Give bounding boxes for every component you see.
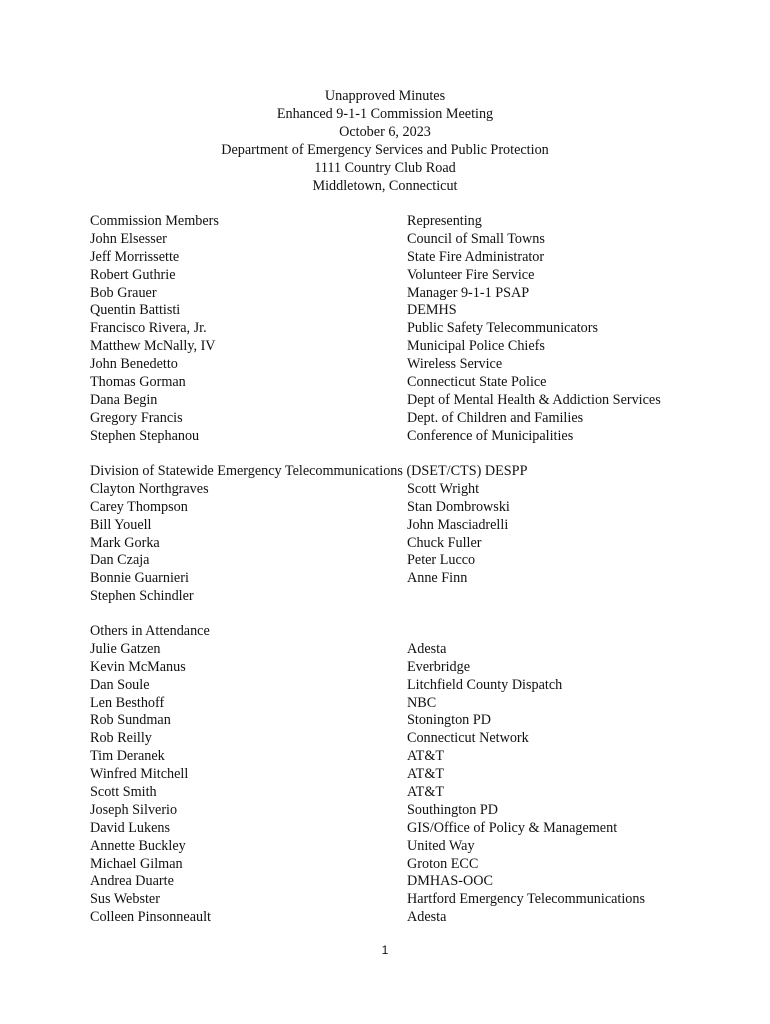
list-item (90, 302, 730, 320)
staff-name: Bill Youell (90, 516, 152, 533)
list-item (90, 891, 730, 909)
member-representing: Dept. of Children and Families (407, 409, 584, 426)
list-item (90, 320, 730, 338)
member-name: Stephen Stephanou (90, 427, 200, 444)
attendee-name: Dan Soule (90, 676, 150, 693)
member-name: Thomas Gorman (90, 374, 186, 391)
attendee-name: Winfred Mitchell (90, 766, 189, 783)
staff-name: Stan Dombrowski (407, 498, 510, 515)
member-name: Francisco Rivera, Jr. (90, 320, 207, 337)
attendee-name: Rob Sundman (90, 712, 171, 729)
section-heading-row (90, 213, 730, 231)
attendee-name: Rob Reilly (90, 730, 152, 747)
member-name: Robert Guthrie (90, 266, 176, 283)
list-item (90, 552, 730, 570)
list-item (90, 410, 730, 428)
attendee-name: Joseph Silverio (90, 801, 178, 818)
attendee-name: Julie Gatzen (90, 640, 161, 657)
member-name: Bob Grauer (90, 284, 157, 301)
attendee-organization: AT&T (407, 784, 445, 801)
member-representing: Conference of Municipalities (407, 427, 574, 444)
division-section (90, 463, 730, 606)
list-item (90, 820, 730, 838)
staff-name: Bonnie Guarnieri (90, 570, 189, 587)
document-header (0, 88, 770, 195)
department-name: Department of Emergency Services and Public Protection (221, 141, 549, 158)
attendee-name: Kevin McManus (90, 658, 186, 675)
list-item (90, 481, 730, 499)
attendee-organization: AT&T (407, 766, 445, 783)
member-representing: Council of Small Towns (407, 230, 545, 247)
list-item (90, 499, 730, 517)
list-item (90, 588, 730, 606)
list-item (90, 428, 730, 446)
member-representing: Wireless Service (407, 356, 503, 373)
list-item (90, 873, 730, 891)
staff-name: Chuck Fuller (407, 534, 482, 551)
member-representing: DEMHS (407, 302, 457, 319)
list-item (90, 356, 730, 374)
staff-name: Mark Gorka (90, 534, 160, 551)
list-item (90, 838, 730, 856)
others-section (90, 623, 730, 927)
attendee-name: Andrea Duarte (90, 873, 174, 890)
attendee-organization: United Way (407, 837, 475, 854)
member-representing: Connecticut State Police (407, 374, 547, 391)
list-item (90, 535, 730, 553)
list-item (90, 695, 730, 713)
member-representing: State Fire Administrator (407, 248, 545, 265)
attendee-organization: NBC (407, 694, 437, 711)
list-item (90, 641, 730, 659)
list-item (90, 570, 730, 588)
attendee-organization: Hartford Emergency Telecommunications (407, 891, 646, 908)
list-item (90, 338, 730, 356)
attendee-name: David Lukens (90, 819, 170, 836)
list-item (90, 748, 730, 766)
member-name: Matthew McNally, IV (90, 338, 216, 355)
list-item (90, 267, 730, 285)
commission-members-section (90, 213, 730, 446)
commission-members-heading: Commission Members (90, 213, 219, 229)
list-item (90, 374, 730, 392)
attendee-organization: GIS/Office of Policy & Management (407, 819, 618, 836)
attendee-name: Len Besthoff (90, 694, 165, 711)
staff-name: Stephen Schindler (90, 588, 194, 605)
member-name: Dana Begin (90, 391, 158, 408)
list-item (90, 802, 730, 820)
member-representing: Public Safety Telecommunicators (407, 320, 599, 337)
member-representing: Manager 9-1-1 PSAP (407, 284, 530, 301)
attendee-name: Colleen Pinsonneault (90, 909, 211, 926)
attendee-organization: Adesta (407, 909, 447, 926)
attendee-name: Annette Buckley (90, 837, 186, 854)
list-item (90, 231, 730, 249)
attendee-organization: AT&T (407, 748, 445, 765)
attendee-organization: Adesta (407, 640, 447, 657)
member-name: John Elsesser (90, 230, 167, 247)
member-representing: Volunteer Fire Service (407, 266, 535, 283)
address-street: 1111 Country Club Road (314, 159, 456, 176)
list-item (90, 517, 730, 535)
list-item (90, 730, 730, 748)
list-item (90, 677, 730, 695)
representing-heading: Representing (407, 213, 482, 229)
staff-name: Scott Wright (407, 480, 480, 497)
others-heading: Others in Attendance (90, 623, 210, 639)
division-heading: Division of Statewide Emergency Telecommunications (DSET/CTS) DESPP (90, 463, 528, 479)
attendee-organization: Litchfield County Dispatch (407, 676, 563, 693)
list-item (90, 659, 730, 677)
meeting-title: Enhanced 9-1-1 Commission Meeting (276, 105, 494, 122)
attendee-organization: Connecticut Network (407, 730, 529, 747)
list-item (90, 392, 730, 410)
doc-status-line: Unapproved Minutes (324, 88, 446, 104)
list-item (90, 249, 730, 267)
section-heading-row (90, 623, 730, 641)
attendee-name: Tim Deranek (90, 748, 165, 765)
address-city: Middletown, Connecticut (312, 177, 458, 194)
attendee-name: Scott Smith (90, 784, 157, 801)
attendee-name: Sus Webster (90, 891, 160, 908)
list-item (90, 766, 730, 784)
staff-name: John Masciadrelli (407, 516, 509, 533)
staff-name: Dan Czaja (90, 552, 150, 569)
list-item (90, 712, 730, 730)
member-name: Gregory Francis (90, 409, 183, 426)
member-name: John Benedetto (90, 356, 178, 373)
staff-name: Carey Thompson (90, 498, 188, 515)
member-name: Jeff Morrissette (90, 248, 180, 265)
page-number: 1 (381, 943, 389, 957)
staff-name: Peter Lucco (407, 552, 476, 569)
member-representing: Dept of Mental Health & Addiction Services (407, 391, 661, 408)
member-name: Quentin Battisti (90, 302, 181, 319)
section-heading-row (90, 463, 730, 481)
list-item (90, 285, 730, 303)
meeting-date: October 6, 2023 (339, 123, 431, 140)
attendee-organization: Everbridge (407, 658, 471, 675)
staff-name: Anne Finn (407, 570, 468, 587)
attendee-organization: DMHAS-OOC (407, 873, 493, 890)
attendee-organization: Southington PD (407, 801, 499, 818)
member-representing: Municipal Police Chiefs (407, 338, 545, 355)
attendee-organization: Groton ECC (407, 855, 479, 872)
attendee-organization: Stonington PD (407, 712, 491, 729)
list-item (90, 784, 730, 802)
list-item (90, 856, 730, 874)
attendee-name: Michael Gilman (90, 855, 183, 872)
staff-name: Clayton Northgraves (90, 480, 209, 497)
list-item (90, 909, 730, 927)
